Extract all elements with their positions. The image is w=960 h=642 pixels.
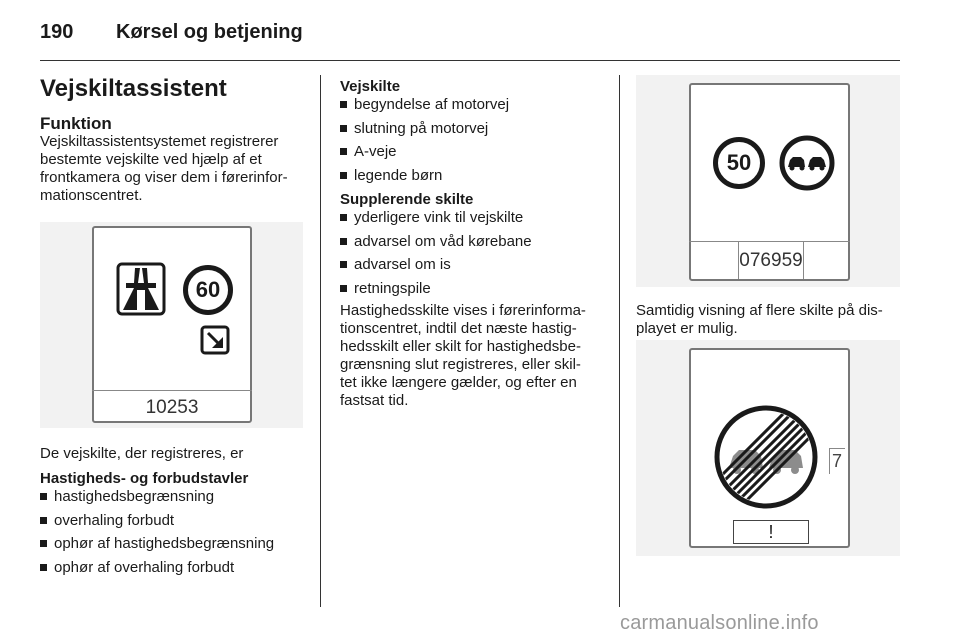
- no-overtaking-icon: [777, 133, 837, 193]
- panel-divider: [689, 241, 850, 242]
- list-item: overhaling forbudt: [40, 512, 315, 530]
- figure-display-2: [636, 75, 900, 287]
- paragraph-line: Samtidig visning af flere skilte på dis-: [636, 302, 883, 319]
- registered-text: [40, 445, 315, 463]
- subheading-funktion: Funktion: [40, 114, 112, 133]
- display-panel: [689, 348, 850, 548]
- group-speed-prohibition: [40, 470, 315, 582]
- registered-intro: De vejskilte, der registreres, er: [40, 445, 244, 462]
- panel-code: 10253: [92, 390, 252, 425]
- list-item: ophør af overhaling forbudt: [40, 559, 315, 577]
- column-divider-1: [320, 75, 321, 607]
- header-rule: [40, 60, 900, 61]
- list-item: slutning på motorvej: [340, 120, 610, 138]
- intro-block: [40, 115, 312, 205]
- intro-line: frontkamera og viser dem i førerinfor-: [40, 169, 288, 186]
- group-label: Hastigheds- og forbudstavler: [40, 470, 249, 487]
- bullet-list: [340, 209, 610, 298]
- paragraph-line: fastsat tid.: [340, 392, 409, 409]
- paragraph-line: Hastighedsskilte vises i førerinforma-: [340, 302, 586, 319]
- display-panel: [92, 226, 252, 423]
- paragraph-line: hedsskilt eller skilt for hastighedsbe-: [340, 338, 581, 355]
- intro-line: bestemte vejskilte ved hjælp af et: [40, 151, 262, 168]
- speed-limit-sign-60: [183, 265, 233, 315]
- group-road-signs: [340, 78, 610, 190]
- end-of-no-overtaking-icon: [711, 402, 821, 512]
- list-item: ophør af hastighedsbegrænsning: [40, 535, 315, 553]
- intro-line: mationscentret.: [40, 187, 143, 204]
- list-item: legende børn: [340, 167, 610, 185]
- figure-display-1: [40, 222, 303, 428]
- paragraph-line: tionscentret, indtil det næste hastig-: [340, 320, 577, 337]
- figure-display-3: [636, 340, 900, 556]
- simultaneous-text: [636, 302, 906, 338]
- paragraph-line: grænsning slut registreres, eller skil-: [340, 356, 581, 373]
- list-item: begyndelse af motorvej: [340, 96, 610, 114]
- speed-limit-sign-50: [713, 137, 765, 189]
- list-item: advarsel om våd kørebane: [340, 233, 610, 251]
- speed-value: 60: [195, 277, 221, 302]
- group-additional-signs: [340, 191, 610, 303]
- group-label: Supplerende skilte: [340, 191, 474, 208]
- section-title: Vejskiltassistent: [40, 75, 227, 102]
- panel-code: 076959: [738, 241, 804, 279]
- closing-paragraph: [340, 302, 615, 410]
- bullet-list: [40, 488, 315, 577]
- list-item: hastighedsbegrænsning: [40, 488, 315, 506]
- watermark: carmanualsonline.info: [620, 612, 819, 634]
- warning-box: !: [733, 520, 809, 544]
- intro-line: Vejskiltassistentsystemet registrerer: [40, 133, 279, 150]
- running-title: Kørsel og betjening: [116, 21, 303, 43]
- display-panel: [689, 83, 850, 281]
- column-divider-2: [619, 75, 620, 607]
- list-item: A-veje: [340, 143, 610, 161]
- list-item: retningspile: [340, 280, 610, 298]
- list-item: yderligere vink til vejskilte: [340, 209, 610, 227]
- side-indicator: 7: [829, 448, 845, 474]
- paragraph-line: tet ikke længere gælder, og efter en: [340, 374, 577, 391]
- speed-value: 50: [726, 150, 752, 175]
- group-label: Vejskilte: [340, 78, 401, 95]
- page-number: 190: [40, 21, 74, 43]
- bullet-list: [340, 96, 610, 185]
- paragraph-line: playet er mulig.: [636, 320, 738, 337]
- list-item: advarsel om is: [340, 256, 610, 274]
